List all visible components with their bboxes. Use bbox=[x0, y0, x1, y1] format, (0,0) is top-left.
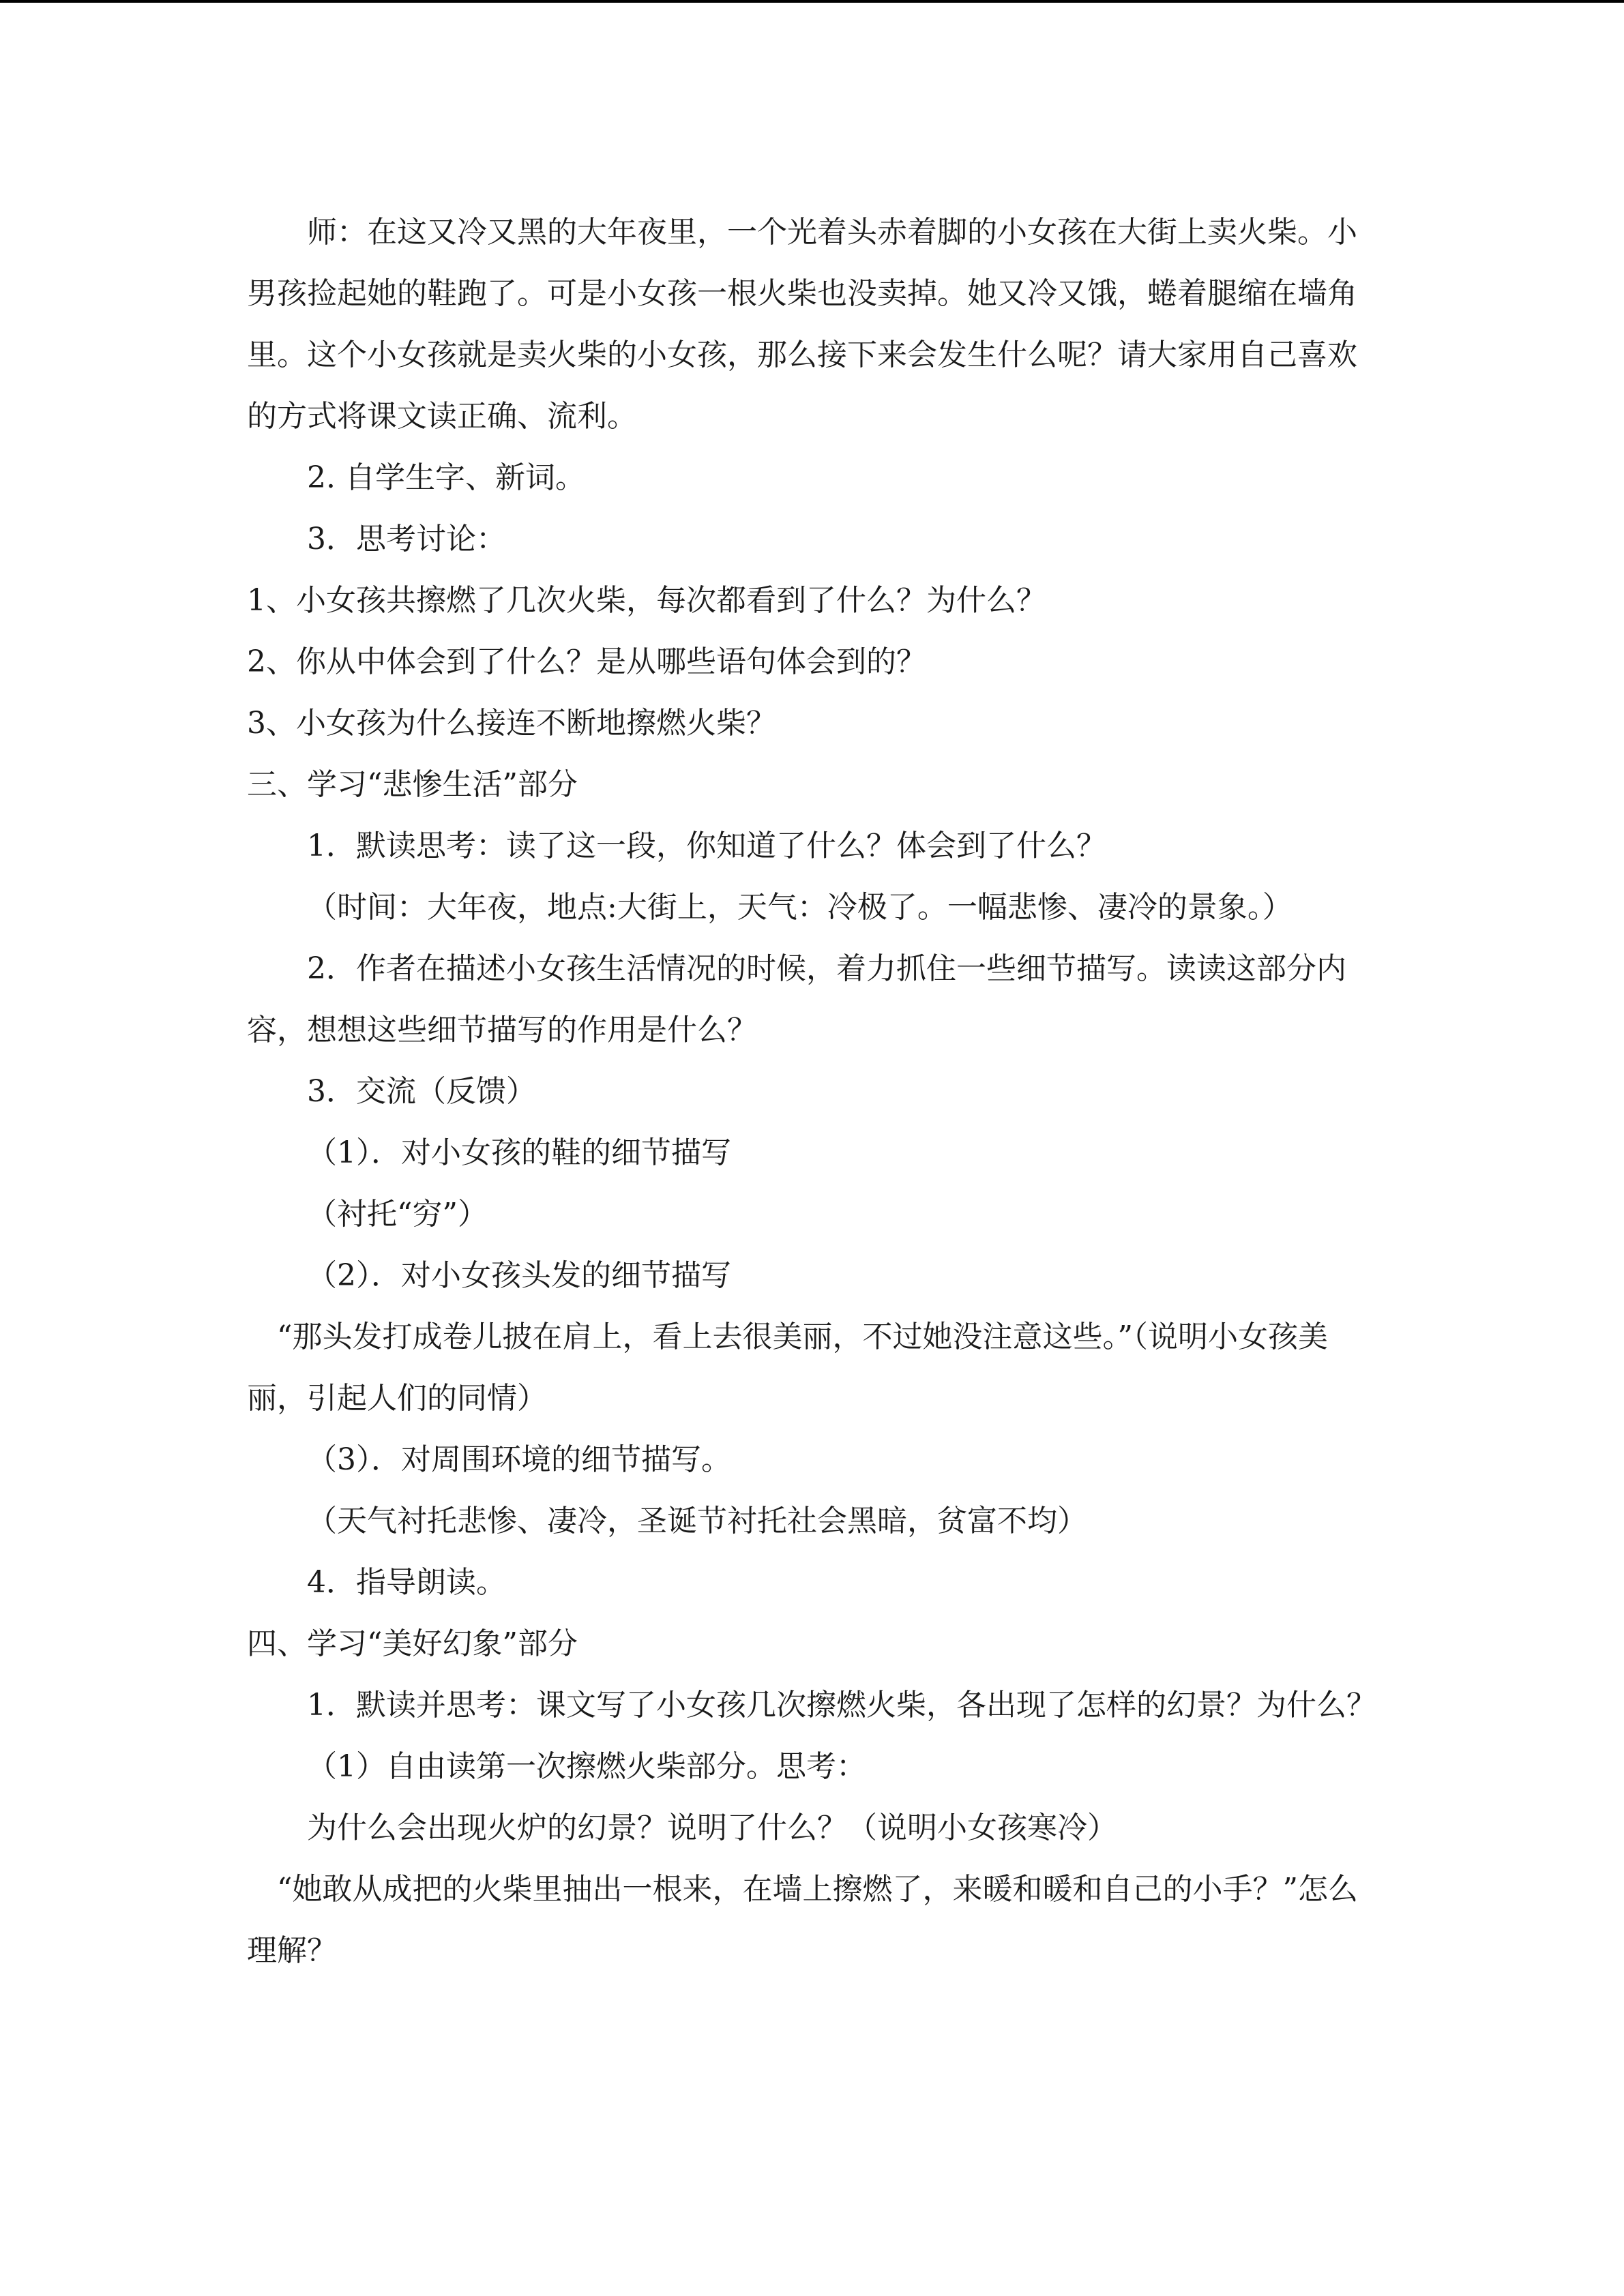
paragraph-shoe-detail: （1）．对小女孩的鞋的细节描写 bbox=[307, 1135, 731, 1170]
paragraph-step-3: 3．思考讨论： bbox=[307, 522, 506, 556]
discussion-question-3: 3、小女孩为什么接连不断地擦燃火柴？ bbox=[247, 706, 776, 741]
document-body bbox=[247, 202, 1379, 1982]
page-top-border bbox=[0, 0, 1624, 3]
paragraph-step-2: 2. 自学生字、新词。 bbox=[307, 460, 585, 495]
section-heading-4: 四、学习“美好幻象”部分 bbox=[247, 1626, 578, 1661]
paragraph-weather-contrast: （天气衬托悲惨、凄冷，圣诞节衬托社会黑暗，贫富不均） bbox=[307, 1504, 1087, 1538]
paragraph-contrast-poor: （衬托“穷”） bbox=[307, 1197, 488, 1232]
paragraph-match-quote: “她敢从成把的火柴里抽出一根来，在墙上擦燃了，来暖和暖和自己的小手？”怎么理解？ bbox=[247, 1872, 1358, 1968]
paragraph-hair-quote: “那头发打成卷儿披在肩上，看上去很美丽，不过她没注意这些。”（说明小女孩美丽，引起人们的同情） bbox=[247, 1320, 1328, 1416]
discussion-question-2: 2、你从中体会到了什么？是从哪些语句体会到的？ bbox=[247, 644, 926, 679]
paragraph-environment-detail: （3）．对周围环境的细节描写。 bbox=[307, 1442, 731, 1477]
paragraph-teacher-intro: 师：在这又冷又黑的大年夜里，一个光着头赤着脚的小女孩在大街上卖火柴。小男孩捡起她的鞋跑了。可是小女孩一根火柴也没卖掉。她又冷又饿，蜷着腿缩在墙角里。这个小女孩就是卖火柴的小女孩，那么接下来会发生什么呢？请大家用自己喜欢的方式将课文读正确、流利。 bbox=[247, 215, 1357, 434]
paragraph-time-place: （时间：大年夜，地点:大街上，天气：冷极了。一幅悲惨、凄冷的景象。） bbox=[307, 890, 1293, 925]
paragraph-silent-reading-2: 1．默读并思考：课文写了小女孩几次擦燃火柴，各出现了怎样的幻景？为什么？ bbox=[307, 1688, 1376, 1723]
discussion-question-1: 1、小女孩共擦燃了几次火柴，每次都看到了什么？为什么？ bbox=[247, 583, 1046, 618]
paragraph-detail-description: 2．作者在描述小女孩生活情况的时候，着力抓住一些细节描写。读读这部分内容，想想这些细节描写的作用是什么？ bbox=[247, 951, 1346, 1047]
paragraph-free-reading: （1）自由读第一次擦燃火柴部分。思考： bbox=[307, 1749, 866, 1784]
paragraph-hair-detail: （2）．对小女孩头发的细节描写 bbox=[307, 1258, 731, 1293]
paragraph-silent-reading: 1．默读思考：读了这一段，你知道了什么？体会到了什么？ bbox=[307, 829, 1106, 863]
paragraph-guided-reading: 4．指导朗读。 bbox=[307, 1565, 506, 1600]
paragraph-exchange-feedback: 3．交流（反馈） bbox=[307, 1074, 536, 1109]
paragraph-stove-question: 为什么会出现火炉的幻景？说明了什么？（说明小女孩寒冷） bbox=[307, 1810, 1117, 1845]
section-heading-3: 三、学习“悲惨生活”部分 bbox=[247, 767, 578, 802]
